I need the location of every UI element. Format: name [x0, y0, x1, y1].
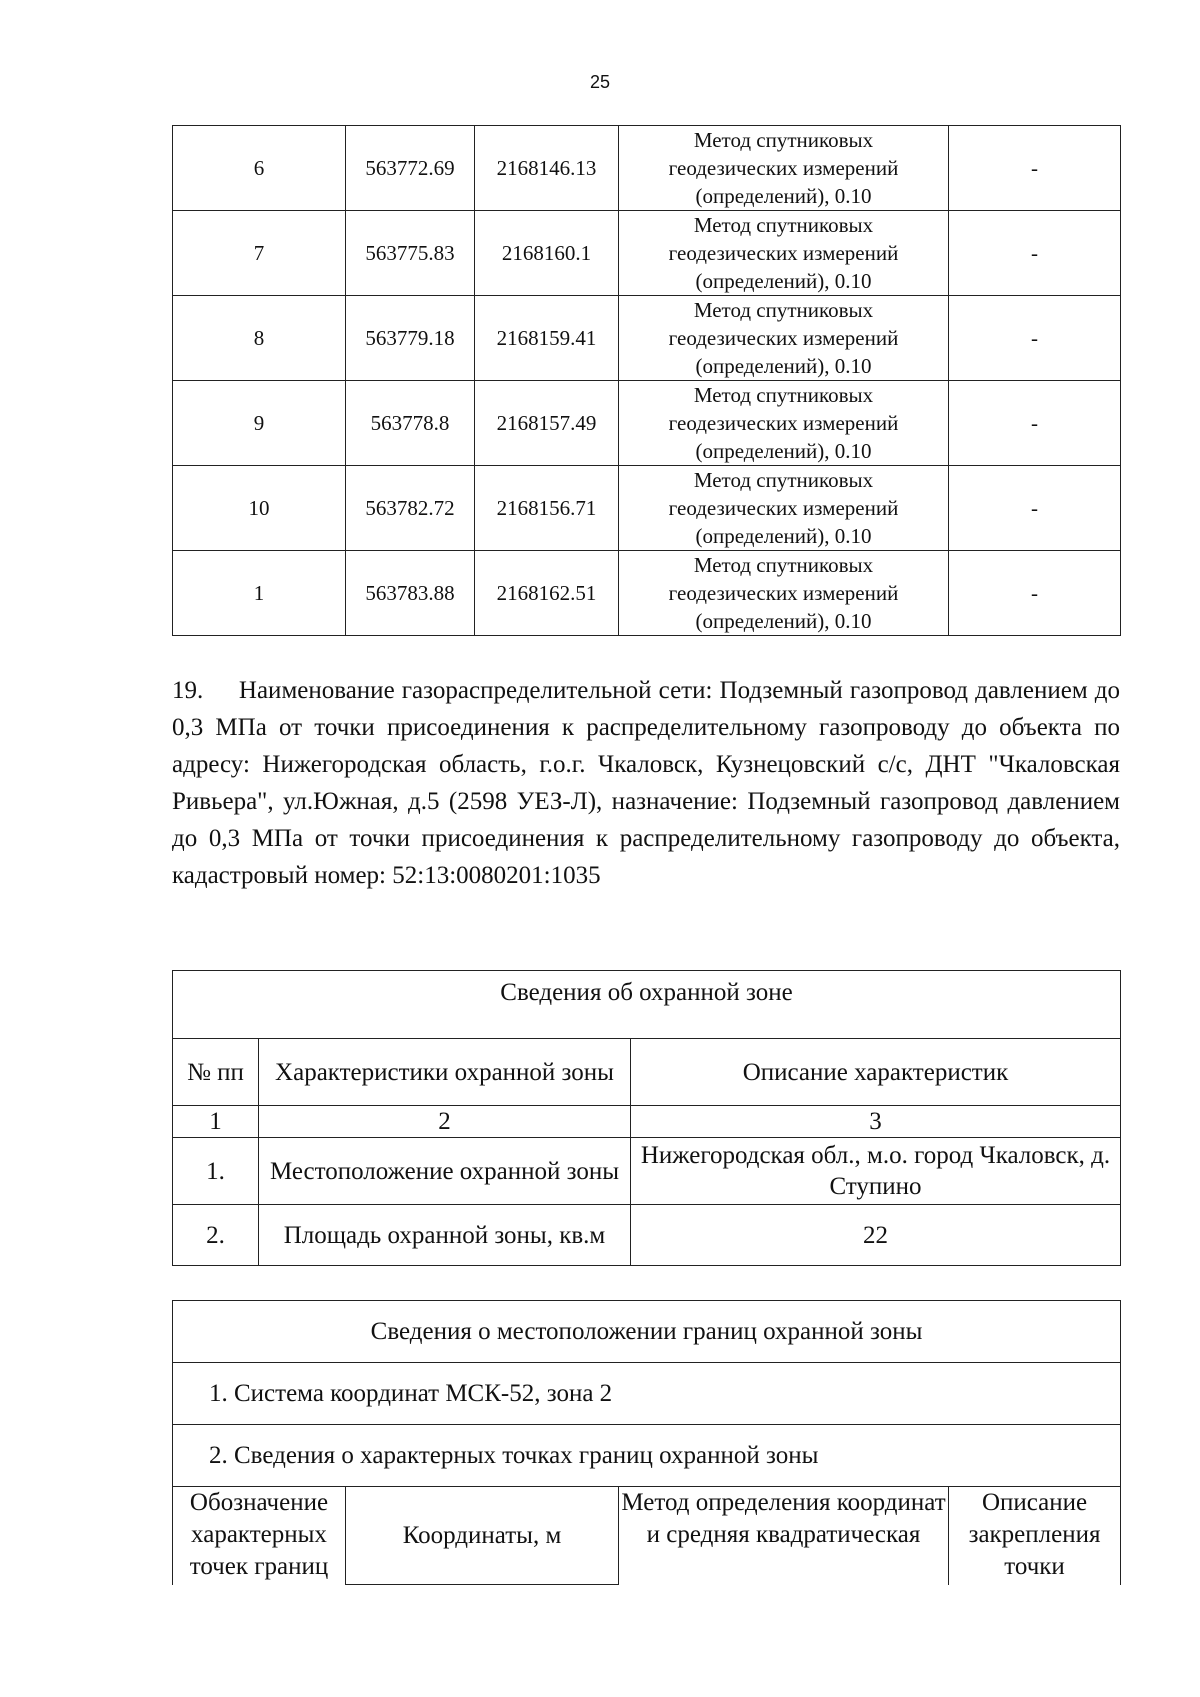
method-line: (определений), 0.10: [695, 524, 872, 548]
method-line: геодезических измерений: [668, 496, 899, 520]
coordinates-table: [172, 125, 1121, 636]
x-coordinate-cell: 563783.88: [346, 551, 475, 636]
method-line: геодезических измерений: [668, 156, 899, 180]
fixing-description-cell: -: [949, 551, 1121, 636]
row-num: 2.: [173, 1205, 259, 1266]
table-row: [173, 211, 1121, 296]
method-line: (определений), 0.10: [695, 269, 872, 293]
point-number-cell: 7: [173, 211, 346, 296]
method-cell: [619, 466, 949, 551]
index-cell: 2: [259, 1106, 631, 1138]
method-cell: [619, 381, 949, 466]
method-line: Метод спутниковых: [693, 383, 874, 407]
header-coordinates: [346, 1487, 619, 1586]
x-coordinate-cell: 563779.18: [346, 296, 475, 381]
points-info-item: 2. Сведения о характерных точках границ охранной зоны: [173, 1425, 1121, 1487]
fixing-description-cell: -: [949, 126, 1121, 211]
section-19-paragraph: 19. Наименование газораспределительной сети: Подземный газопровод давлением до 0,3 МПа от точки присоединения к распределительному газопроводу до объекта по адресу: Нижегородская область, г.о.г. Чкаловск, Кузнецовский с/с, ДНТ "Чкаловская Ривьера", ул.Южная, д.5 (2598 УЕЗ-Л), назначение: Подземный газопровод давлением до 0,3 МПа от точки присоединения к распределительному газопроводу до объекта, кадастровый номер: 52:13:0080201:1035: [172, 677, 1120, 889]
index-cell: 3: [631, 1106, 1121, 1138]
header-num: № пп: [173, 1039, 259, 1106]
table-row: [173, 296, 1121, 381]
row-description: Нижегородская обл., м.о. город Чкаловск, д. Ступино: [631, 1138, 1121, 1205]
method-line: Метод спутниковых: [693, 128, 874, 152]
y-coordinate-cell: 2168162.51: [475, 551, 619, 636]
method-line: Метод спутниковых: [693, 213, 874, 237]
method-cell: [619, 296, 949, 381]
row-characteristic: Местоположение охранной зоны: [259, 1138, 631, 1205]
table-row: [173, 466, 1121, 551]
table-row: [173, 551, 1121, 636]
method-line: геодезических измерений: [668, 581, 899, 605]
y-coordinate-cell: 2168159.41: [475, 296, 619, 381]
x-coordinate-cell: 563782.72: [346, 466, 475, 551]
page-number: 25: [589, 72, 611, 92]
fixing-description-cell: -: [949, 211, 1121, 296]
method-line: (определений), 0.10: [695, 354, 872, 378]
method-line: Метод спутниковых: [693, 468, 874, 492]
method-cell: [619, 126, 949, 211]
point-number-cell: 1: [173, 551, 346, 636]
header-fixing: Описание закрепления точки: [949, 1487, 1121, 1586]
fixing-description-cell: -: [949, 466, 1121, 551]
y-coordinate-cell: 2168146.13: [475, 126, 619, 211]
point-number-cell: 10: [173, 466, 346, 551]
boundary-table-title: Сведения о местоположении границ охранной зоны: [173, 1301, 1121, 1363]
point-number-cell: 8: [173, 296, 346, 381]
point-number-cell: 6: [173, 126, 346, 211]
index-cell: 1: [173, 1106, 259, 1138]
point-number-cell: 9: [173, 381, 346, 466]
method-cell: [619, 551, 949, 636]
header-method: Метод определения координат и средняя квадратическая: [619, 1487, 949, 1586]
header-description: Описание характеристик: [631, 1039, 1121, 1106]
header-points: Обозначение характерных точек границ: [173, 1487, 346, 1586]
method-line: (определений), 0.10: [695, 439, 872, 463]
method-cell: [619, 211, 949, 296]
method-line: геодезических измерений: [668, 411, 899, 435]
x-coordinate-cell: 563778.8: [346, 381, 475, 466]
zone-table-title: Сведения об охранной зоне: [173, 971, 1121, 1039]
y-coordinate-cell: 2168160.1: [475, 211, 619, 296]
x-coordinate-cell: 563772.69: [346, 126, 475, 211]
y-coordinate-cell: 2168156.71: [475, 466, 619, 551]
method-line: Метод спутниковых: [693, 553, 874, 577]
row-description: 22: [631, 1205, 1121, 1266]
row-num: 1.: [173, 1138, 259, 1205]
y-coordinate-cell: 2168157.49: [475, 381, 619, 466]
table-row: [173, 381, 1121, 466]
header-characteristics: Характеристики охранной зоны: [259, 1039, 631, 1106]
method-line: (определений), 0.10: [695, 184, 872, 208]
fixing-description-cell: -: [949, 296, 1121, 381]
header-coordinates-label: Координаты, м: [346, 1487, 618, 1585]
row-characteristic: Площадь охранной зоны, кв.м: [259, 1205, 631, 1266]
method-line: геодезических измерений: [668, 241, 899, 265]
protection-zone-table: [172, 970, 1121, 1266]
coordinate-system-item: 1. Система координат МСК-52, зона 2: [173, 1363, 1121, 1425]
fixing-description-cell: -: [949, 381, 1121, 466]
table-row: [173, 126, 1121, 211]
method-line: геодезических измерений: [668, 326, 899, 350]
x-coordinate-cell: 563775.83: [346, 211, 475, 296]
method-line: Метод спутниковых: [693, 298, 874, 322]
boundary-info-table: [172, 1300, 1121, 1585]
method-line: (определений), 0.10: [695, 609, 872, 633]
